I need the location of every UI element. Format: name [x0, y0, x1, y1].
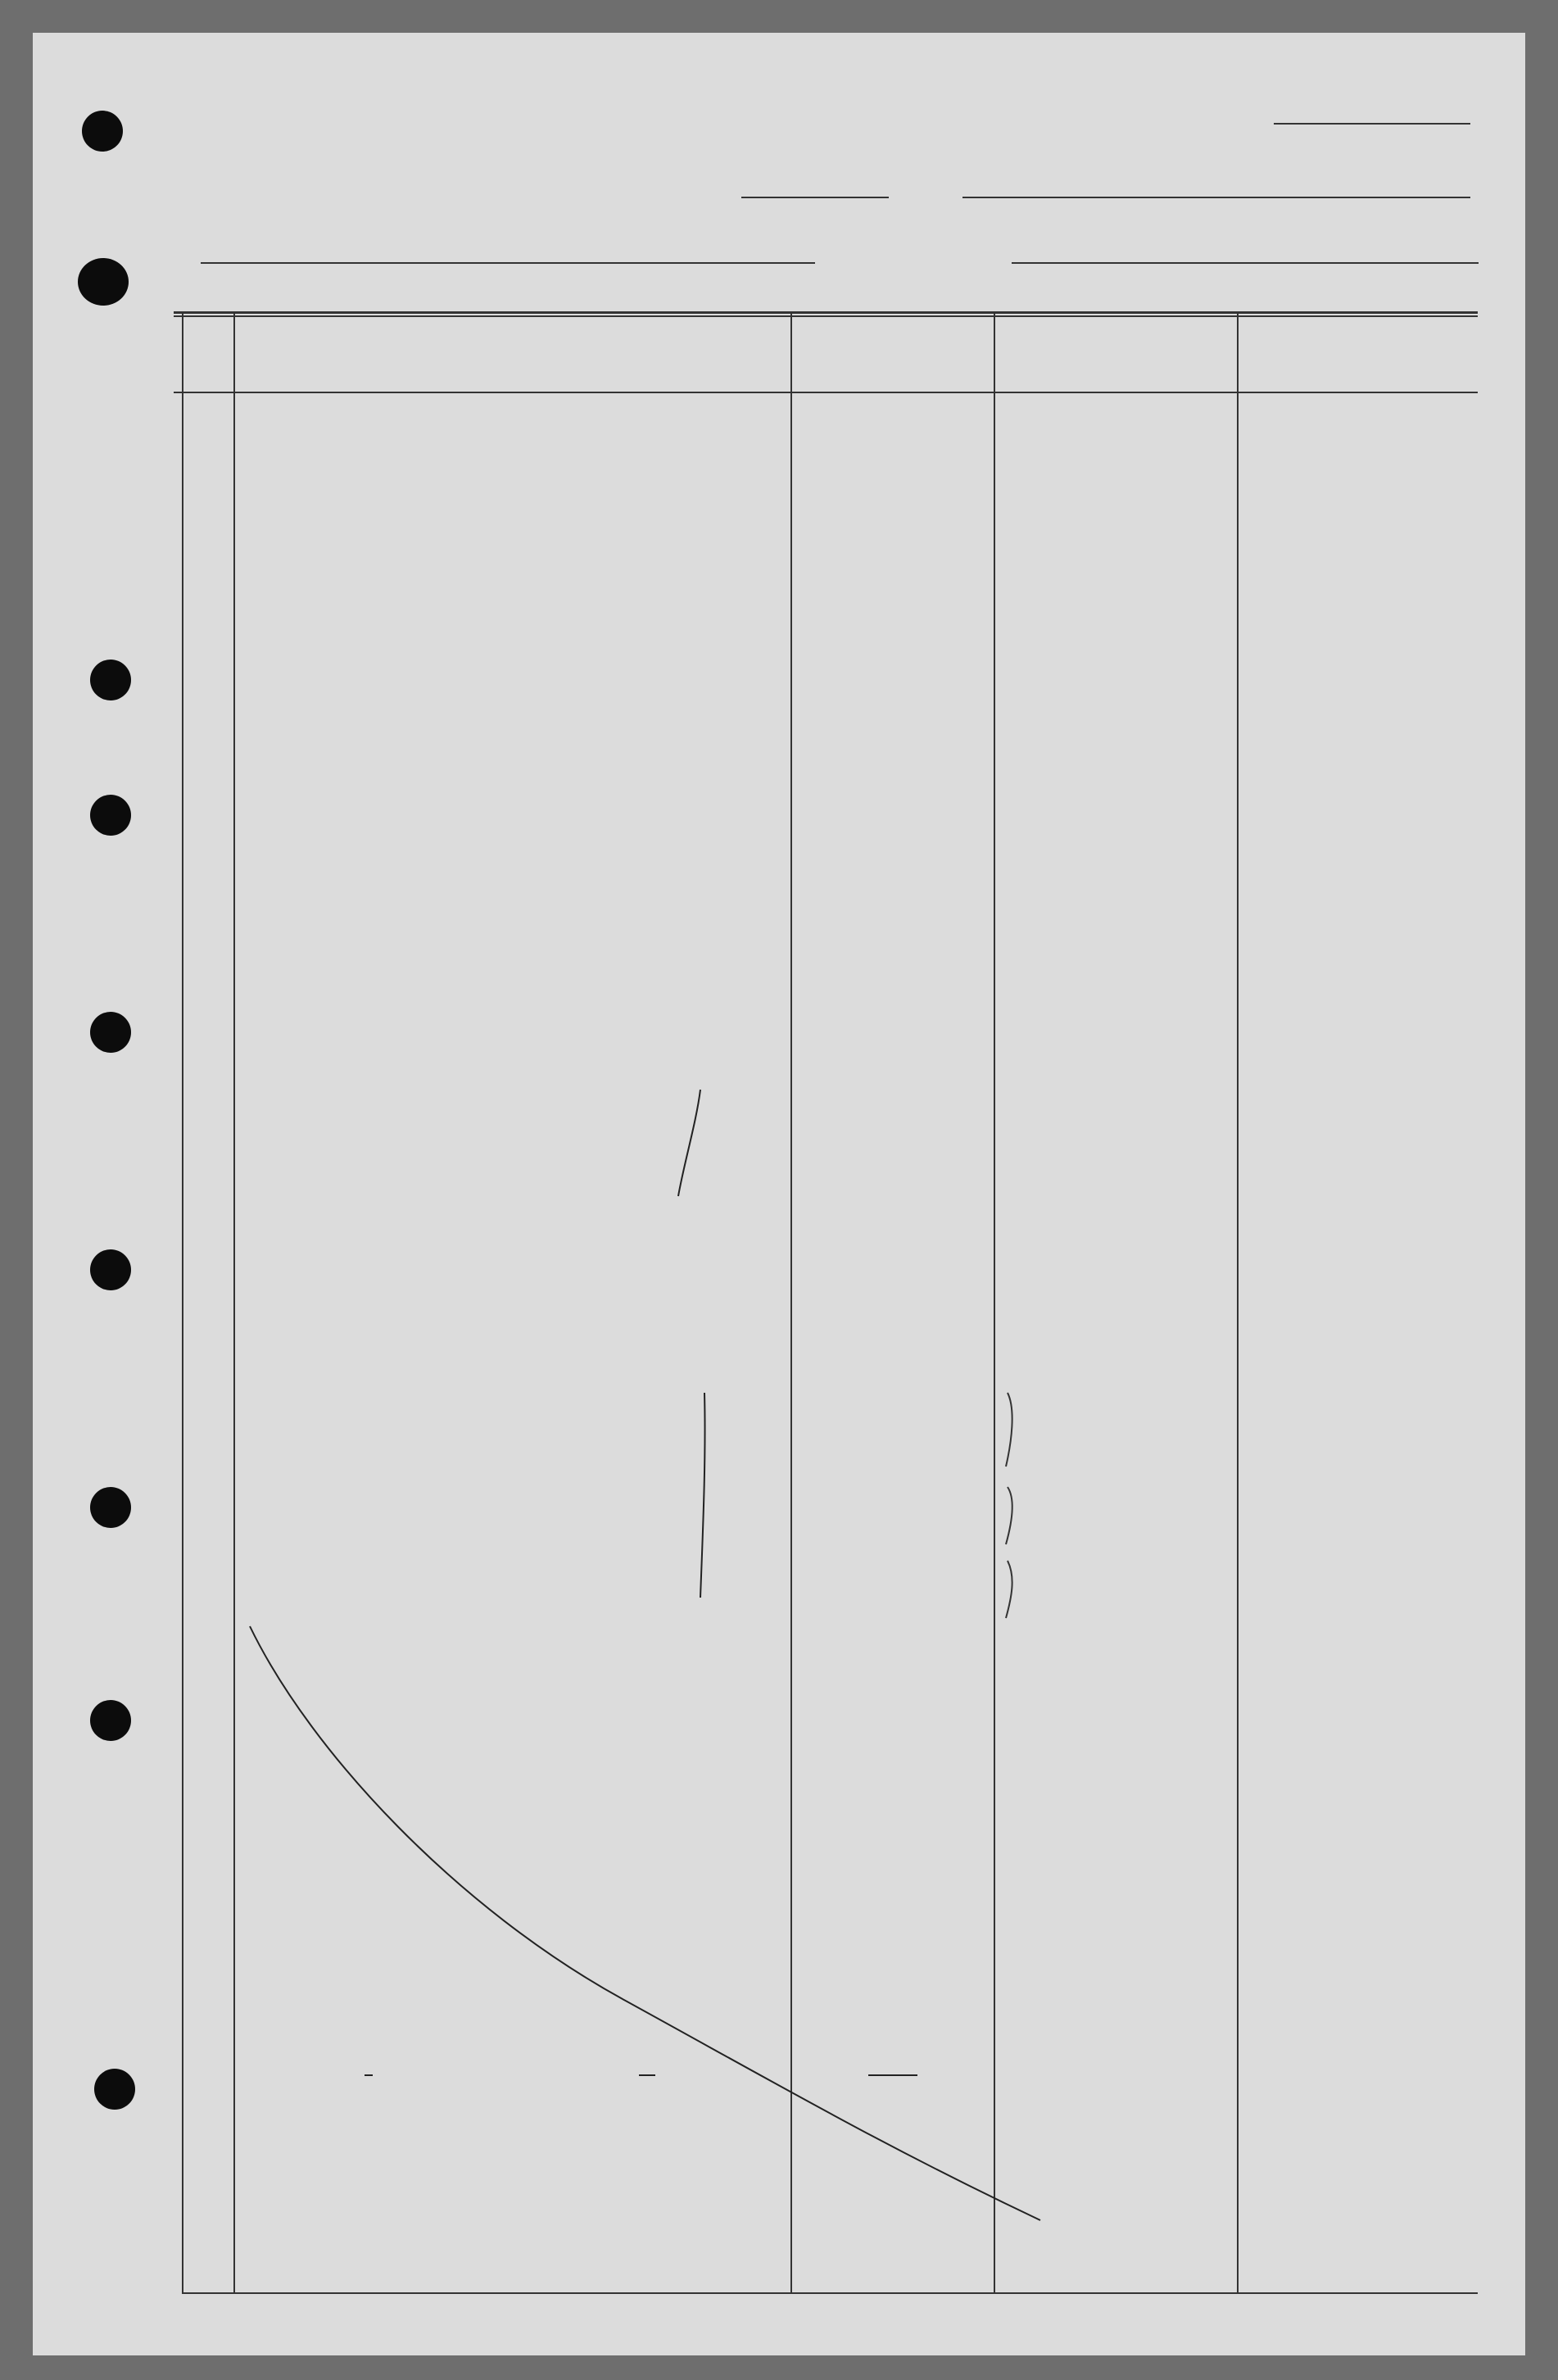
cancellation-stroke — [250, 1626, 1040, 2220]
pen-mark — [1006, 1393, 1012, 1467]
pen-mark — [1006, 1561, 1012, 1618]
pen-mark — [1006, 1487, 1012, 1544]
pen-mark — [678, 1090, 700, 1196]
pen-mark — [700, 1393, 705, 1598]
